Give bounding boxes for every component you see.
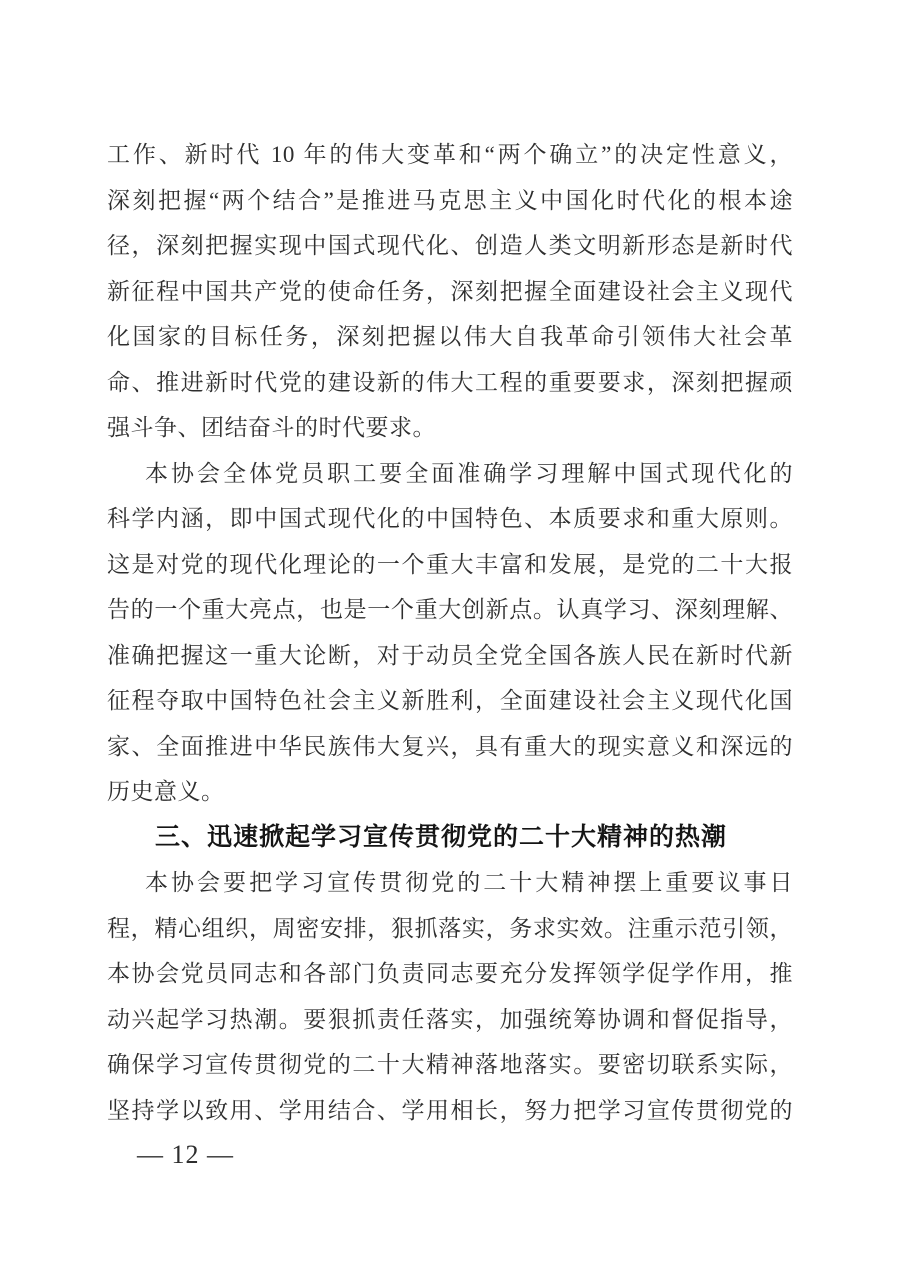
paragraph-3-line: 确保学习宣传贯彻党的二十大精神落地落实。要密切联系实际， — [107, 1052, 793, 1077]
paragraph-continuation-line: 化国家的目标任务，深刻把握以伟大自我革命引领伟大社会革 — [107, 324, 793, 349]
section-heading-3: 三、迅速掀起学习宣传贯彻党的二十大精神的热潮 — [155, 822, 728, 851]
paragraph-2-line: 科学内涵，即中国式现代化的中国特色、本质要求和重大原则。 — [107, 506, 793, 531]
paragraph-3-line: 坚持学以致用、学用结合、学用相长，努力把学习宣传贯彻党的 — [107, 1097, 793, 1123]
paragraph-continuation-line: 深刻把握“两个结合”是推进马克思主义中国化时代化的根本途 — [107, 187, 793, 213]
paragraph-3-line: 动兴起学习热潮。要狠抓责任落实，加强统筹协调和督促指导， — [107, 1006, 793, 1032]
paragraph-2-line: 历史意义。 — [107, 779, 225, 804]
paragraph-2-line: 征程夺取中国特色社会主义新胜利，全面建设社会主义现代化国 — [107, 688, 793, 713]
paragraph-3-line: 本协会要把学习宣传贯彻党的二十大精神摆上重要议事日 — [145, 870, 793, 895]
paragraph-continuation-line: 工作、新时代 10 年的伟大变革和“两个确立”的决定性意义， — [107, 142, 793, 167]
paragraph-2-line: 本协会全体党员职工要全面准确学习理解中国式现代化的 — [145, 460, 793, 486]
paragraph-continuation-line: 命、推进新时代党的建设新的伟大工程的重要要求，深刻把握顽 — [107, 369, 793, 395]
paragraph-3-line: 程，精心组织，周密安排，狠抓落实，务求实效。注重示范引领， — [107, 915, 793, 941]
paragraph-2-line: 这是对党的现代化理论的一个重大丰富和发展，是党的二十大报 — [107, 551, 793, 577]
paragraph-2-line: 家、全面推进中华民族伟大复兴，具有重大的现实意义和深远的 — [107, 733, 793, 759]
paragraph-2-line: 告的一个重大亮点，也是一个重大创新点。认真学习、深刻理解、 — [107, 597, 793, 622]
text-block — [107, 132, 793, 1133]
paragraph-continuation-line: 径，深刻把握实现中国式现代化、创造人类文明新形态是新时代 — [107, 233, 793, 258]
paragraph-2-line: 准确把握这一重大论断，对于动员全党全国各族人民在新时代新 — [107, 642, 793, 668]
paragraph-3-line: 本协会党员同志和各部门负责同志要充分发挥领学促学作用，推 — [107, 961, 793, 986]
paragraph-continuation-line: 强斗争、团结奋斗的时代要求。 — [107, 415, 436, 440]
paragraph-continuation-line: 新征程中国共产党的使命任务，深刻把握全面建设社会主义现代 — [107, 278, 793, 304]
page-number: — 12 — — [137, 1140, 234, 1169]
